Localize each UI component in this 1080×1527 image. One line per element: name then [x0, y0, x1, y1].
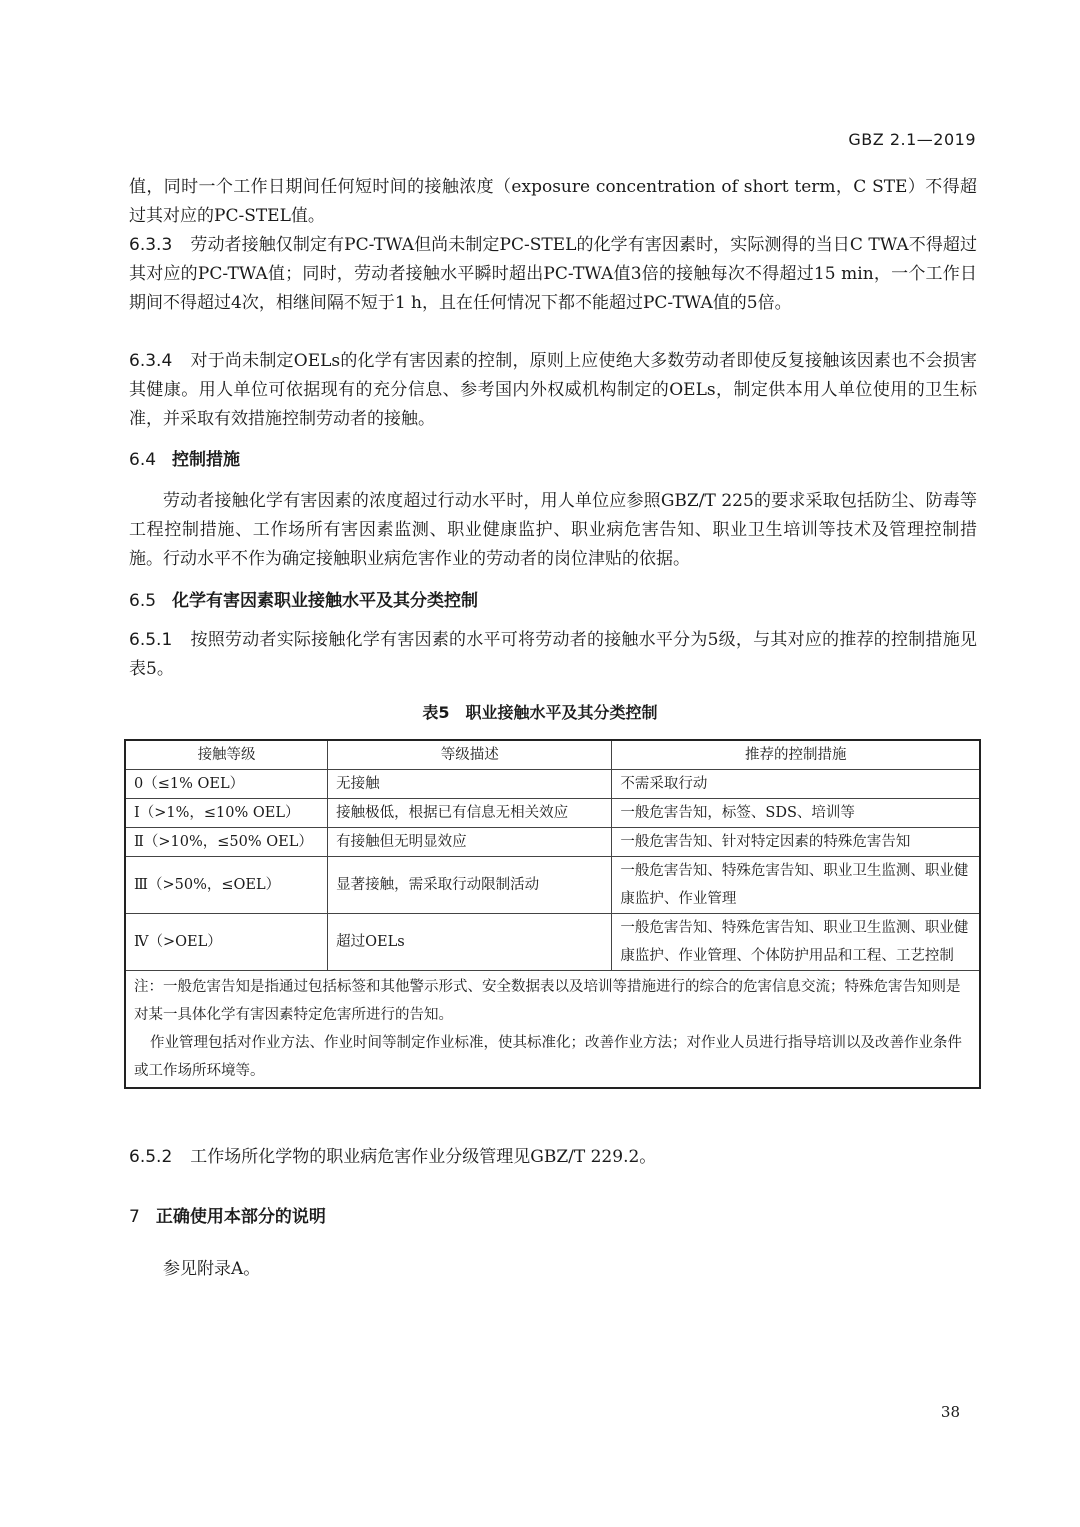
table-cell-measures: 一般危害告知，标签、SDS、培训等 [612, 799, 980, 828]
table-cell-measures: 一般危害告知、特殊危害告知、职业卫生监测、职业健康监护、作业管理 [612, 857, 980, 914]
heading-6-5 [129, 586, 478, 611]
heading-title: 正确使用本部分的说明 [155, 1207, 326, 1227]
heading-number: 7 [129, 1207, 140, 1227]
clause-6-5-1 [129, 626, 977, 684]
clause-text: 劳动者接触仅制定有PC-TWA但尚未制定PC-STEL的化学有害因素时，实际测得的当日C TWA不得超过其对应的PC-TWA值；同时，劳动者接触水平瞬时超出PC-TWA值3倍的接触每次不得超过15 min，一个工作日期间不得超过4次，相继间隔不短于1 h，且在任何情况下都不能超过PC-TWA值的5倍。 [129, 235, 977, 313]
page-number: 38 [940, 1403, 960, 1421]
clause-6-3-4 [129, 347, 977, 434]
heading-7 [129, 1202, 326, 1227]
paragraph-continuation: 值，同时一个工作日期间任何短时间的接触浓度（exposure concentration of short term，C STE）不得超过其对应的PC-STEL值。 [129, 177, 977, 226]
table-header-cell: 推荐的控制措施 [612, 740, 980, 770]
table-note-2: 作业管理包括对作业方法、作业时间等制定作业标准，使其标准化；改善作业方法；对作业人员进行指导培训以及改善作业条件或工作场所环境等。 [134, 1035, 962, 1079]
table-row [125, 770, 980, 799]
table-cell-description: 超过OELs [328, 914, 612, 971]
table-row [125, 828, 980, 857]
exposure-level-table [124, 739, 981, 1089]
table-row [125, 857, 980, 914]
table-caption: 表5 职业接触水平及其分类控制 [422, 703, 658, 722]
table-header-row [125, 740, 980, 770]
heading-6-4 [129, 445, 240, 470]
clause-6-5-2 [129, 1143, 977, 1172]
table-note [125, 971, 980, 1089]
table-cell-measures: 一般危害告知、针对特定因素的特殊危害告知 [612, 828, 980, 857]
table-row [125, 914, 980, 971]
table-row [125, 799, 980, 828]
paragraph-7: 参见附录A。 [163, 1259, 261, 1279]
table-cell-description: 接触极低，根据已有信息无相关效应 [328, 799, 612, 828]
clause-text: 工作场所化学物的职业病危害作业分级管理见GBZ/T 229.2。 [190, 1147, 657, 1167]
table-cell-level: Ⅳ（>OEL） [125, 914, 328, 971]
table-cell-level: 0（≤1% OEL） [125, 770, 328, 799]
table-cell-level: Ⅰ（>1%，≤10% OEL） [125, 799, 328, 828]
paragraph-6-4: 劳动者接触化学有害因素的浓度超过行动水平时，用人单位应参照GBZ/T 225的要求采取包括防尘、防毒等工程控制措施、工作场所有害因素监测、职业健康监护、职业病危害告知、职业卫生培训等技术及管理控制措施。行动水平不作为确定接触职业病危害作业的劳动者的岗位津贴的依据。 [129, 491, 977, 569]
table-note-row [125, 971, 980, 1089]
clause-number: 6.3.4 [129, 351, 173, 371]
heading-title: 控制措施 [172, 450, 241, 470]
clause-6-3-3 [129, 231, 977, 318]
table-header-cell: 等级描述 [328, 740, 612, 770]
standard-code: GBZ 2.1—2019 [848, 130, 976, 149]
heading-number: 6.4 [129, 450, 157, 470]
clause-text: 对于尚未制定OELs的化学有害因素的控制，原则上应使绝大多数劳动者即使反复接触该因素也不会损害其健康。用人单位可依据现有的充分信息、参考国内外权威机构制定的OELs，制定供本用人单位使用的卫生标准，并采取有效措施控制劳动者的接触。 [129, 351, 977, 429]
clause-number: 6.3.3 [129, 235, 173, 255]
table-cell-level: Ⅲ（>50%，≤OEL） [125, 857, 328, 914]
table-note-1: 注：一般危害告知是指通过包括标签和其他警示形式、安全数据表以及培训等措施进行的综合的危害信息交流；特殊危害告知则是对某一具体化学有害因素特定危害所进行的告知。 [134, 979, 961, 1023]
clause-number: 6.5.1 [129, 630, 173, 650]
table-header-cell: 接触等级 [125, 740, 328, 770]
table-cell-description: 有接触但无明显效应 [328, 828, 612, 857]
heading-title: 化学有害因素职业接触水平及其分类控制 [172, 591, 479, 611]
table-cell-measures: 一般危害告知、特殊危害告知、职业卫生监测、职业健康监护、作业管理、个体防护用品和工程、工艺控制 [612, 914, 980, 971]
heading-number: 6.5 [129, 591, 157, 611]
table-cell-level: Ⅱ（>10%，≤50% OEL） [125, 828, 328, 857]
table-cell-description: 显著接触，需采取行动限制活动 [328, 857, 612, 914]
clause-text: 按照劳动者实际接触化学有害因素的水平可将劳动者的接触水平分为5级，与其对应的推荐的控制措施见表5。 [129, 630, 977, 679]
table-cell-measures: 不需采取行动 [612, 770, 980, 799]
table-cell-description: 无接触 [328, 770, 612, 799]
clause-number: 6.5.2 [129, 1147, 173, 1167]
